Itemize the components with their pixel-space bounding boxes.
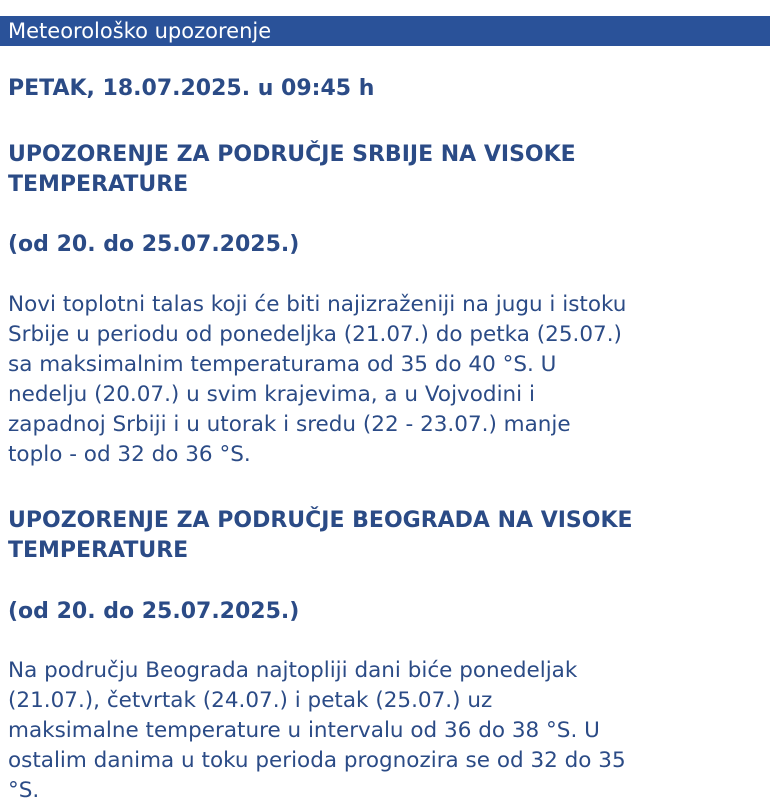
warning-text-belgrade xyxy=(8,656,766,806)
text-line: Srbije u periodu od ponedeljka (21.07.) do petka (25.07.) xyxy=(8,322,622,347)
text-line: Na području Beograda najtopliji dani biće ponedeljak xyxy=(8,658,578,683)
text-line: Novi toplotni talas koji će biti najizraženiji na jugu i istoku xyxy=(8,292,627,317)
page-title-bar: Meteorološko upozorenje xyxy=(0,16,770,46)
text-line: sa maksimalnim temperaturama od 35 do 40 °S. U xyxy=(8,352,557,377)
text-line: maksimalne temperature u intervalu od 36 do 38 °S. U xyxy=(8,718,600,743)
text-line: zapadnoj Srbiji i u utorak i sredu (22 - 23.07.) manje xyxy=(8,412,571,437)
warning-text-serbia xyxy=(8,290,766,470)
text-line: (21.07.), četvrtak (24.07.) i petak (25.07.) uz xyxy=(8,688,493,713)
heading-line: TEMPERATURE xyxy=(8,172,189,197)
text-line: ostalim danima u toku perioda prognozira se od 32 do 35 xyxy=(8,748,626,773)
issue-date: PETAK, 18.07.2025. u 09:45 h xyxy=(8,76,375,101)
heading-line: TEMPERATURE xyxy=(8,538,189,563)
text-line: nedelju (20.07.) u svim krajevima, a u Vojvodini i xyxy=(8,382,535,407)
text-line: toplo - od 32 do 36 °S. xyxy=(8,442,251,467)
text-line: °S. xyxy=(8,778,40,803)
heading-line: UPOZORENJE ZA PODRUČJE SRBIJE NA VISOKE xyxy=(8,142,576,167)
period-serbia: (od 20. do 25.07.2025.) xyxy=(8,232,300,257)
section-heading-belgrade xyxy=(8,506,763,566)
period-belgrade: (od 20. do 25.07.2025.) xyxy=(8,599,300,624)
heading-line: UPOZORENJE ZA PODRUČJE BEOGRADA NA VISOKE xyxy=(8,508,633,533)
section-heading-serbia xyxy=(8,140,763,200)
